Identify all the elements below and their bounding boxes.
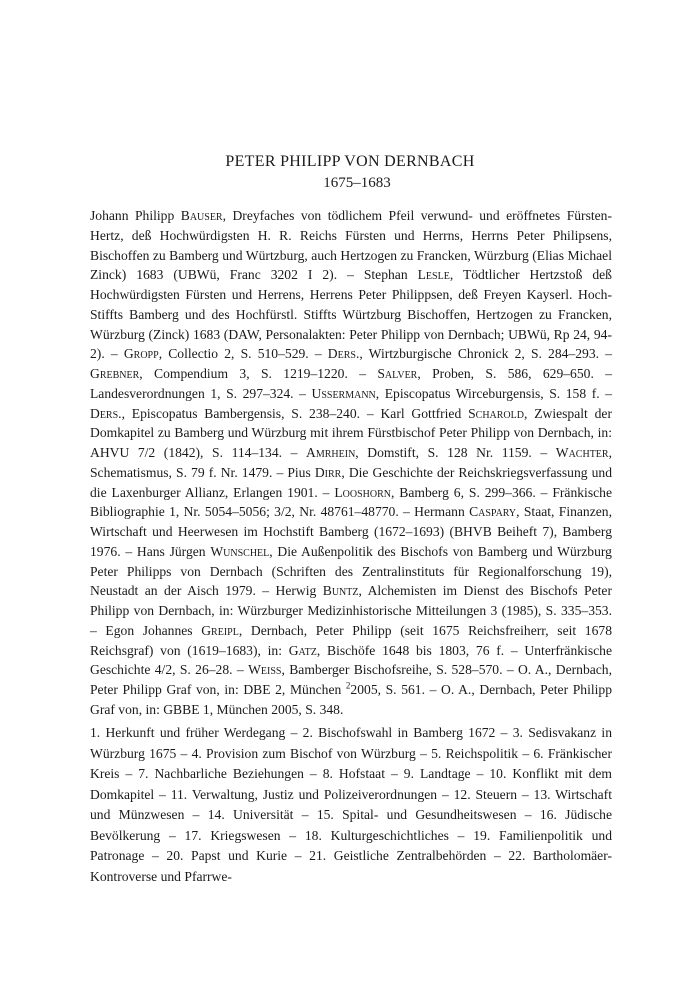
author-name: Looshorn: [334, 484, 391, 500]
author-name: Ders: [90, 405, 119, 421]
author-name: Bauser: [180, 208, 223, 223]
author-name: Greipl: [201, 622, 239, 638]
contents-paragraph: 1. Herkunft und früher Werdegang – 2. Bischofswahl in Bamberg 1672 – 3. Sedisvakanz in Würzburg 1675 – 4. Provision zum Bischof von Würzburg – 5. Reichspolitik – 6. Fränkischer Kreis – 7. Nachbarliche Beziehungen – 8. Hofstaat – 9. Landtage – 10. Konflikt mit dem Domkapitel – 11. Verwaltung, Justiz und Polizeiverordnungen – 12. Steuern – 13. Wirtschaft und Münzwesen – 14. Universität – 15. Spital- und Gesundheitswesen – 16. Jüdische Bevölkerung – 17. Kriegswesen – 18. Kulturgeschichtliches – 19. Familienpolitik und Patronage – 20. Papst und Kurie – 21. Geistliche Zentralbehörden – 22. Bartholomäer-Kontroverse und Pfarrwe-: [90, 725, 612, 884]
author-name: Gatz: [288, 642, 317, 658]
author-name: Grebner: [90, 366, 140, 381]
edition-superscript: 2: [345, 680, 351, 691]
chapter-title: PETER PHILIPP VON DERNBACH: [225, 153, 475, 170]
author-name: Wunschel: [210, 543, 270, 559]
chapter-years: 1675–1683: [323, 175, 391, 191]
author-name: Weiss: [248, 662, 282, 678]
author-name: Lesle: [417, 267, 450, 283]
author-name: Gropp: [123, 346, 159, 362]
author-name: Wachter: [555, 445, 609, 460]
author-name: Ders: [327, 346, 356, 362]
author-name: Amrhein: [306, 445, 356, 460]
author-name: Ussermann: [311, 385, 376, 401]
author-name: Dirr: [314, 464, 342, 480]
author-name: Buntz: [322, 583, 359, 599]
author-name: Scharold: [468, 405, 524, 421]
author-name: Salver: [377, 366, 418, 381]
bibliography-paragraph: Johann Philipp Bauser, Dreyfaches von tödlichem Pfeil verwund- und eröffnetes Fürsten-Hertz, deß Hochwürdigsten H. R. Reichs Fürsten und Herrns, Herrns Peter Philipsens, Bischoffen zu Bamberg und Würtzburg, auch Hertzogen zu Francken, Würzburg (Elias Michael Zinck) 1683 (UBWü, Franc 3202 I 2). – Stephan Lesle, Tödtlicher Hertzstoß deß Hochwürdigsten Fürsten und Herrens, Herrens Peter Philippsen, deß Freyen Kayserl. Hoch-Stiffts Bamberg und des Hochfürstl. Stiffts Würtzburg Bischoffen, Hertzogen zu Francken, Würzburg (Zinck) 1683 (DAW, Personalakten: Peter Philipp von Dernbach; UBWü, Rp 24, 94-2). – Gropp, Collectio 2, S. 510–529. – Ders., Wirtzburgische Chronick 2, S. 284–293. – Grebner, Compendium 3, S. 1219–1220. – Salver, Proben, S. 586, 629–650. – Landesverordnungen 1, S. 297–324. – Ussermann, Episcopatus Wirceburgensis, S. 158 f. – Ders., Episcopatus Bambergensis, S. 238–240. – Karl Gottfried Scharold, Zwiespalt der Domkapitel zu Bamberg und Würzburg mit ihrem Fürstbischof Peter Philipp von Dernbach, in: AHVU 7/2 (1842), S. 114–134. – Amrhein, Domstift, S. 128 Nr. 1159. – Wachter, Schematismus, S. 79 f. Nr. 1479. – Pius Dirr, Die Geschichte der Reichskriegsverfassung und die Laxenburger Allianz, Erlangen 1901. – Looshorn, Bamberg 6, S. 299–366. – Fränkische Bibliographie 1, Nr. 5054–5056; 3/2, Nr. 48761–48770. – Hermann Caspary, Staat, Finanzen, Wirtschaft und Heerwesen im Hochstift Bamberg (1672–1693) (BHVB Beiheft 7), Bamberg 1976. – Hans Jürgen Wunschel, Die Außenpolitik des Bischofs von Bamberg und Würzburg Peter Philipps von Dernbach (Schriften des Zentralinstituts für Regionalforschung 19), Neustadt an der Aisch 1979. – Herwig Buntz, Alchemisten im Dienst des Bischofs Peter Philipp von Dernbach, in: Würzburger Medizinhistorische Mitteilungen 3 (1985), S. 335–353. – Egon Johannes Greipl, Dernbach, Peter Philipp (seit 1675 Reichsfreiherr, seit 1678 Reichsgraf) von (1619–1683), in: Gatz, Bischöfe 1648 bis 1803, 76 f. – Unterfränkische Geschichte 4/2, S. 26–28. – Weiss, Bamberger Bischofsreihe, S. 528–570. – O. A., Dernbach, Peter Philipp Graf von, in: DBE 2, München $^2$2005, S. 561. – O. A., Dernbach, Peter Philipp Graf von, in: GBBE 1, München 2005, S. 348.: [90, 208, 613, 717]
author-name: Caspary: [469, 504, 517, 520]
